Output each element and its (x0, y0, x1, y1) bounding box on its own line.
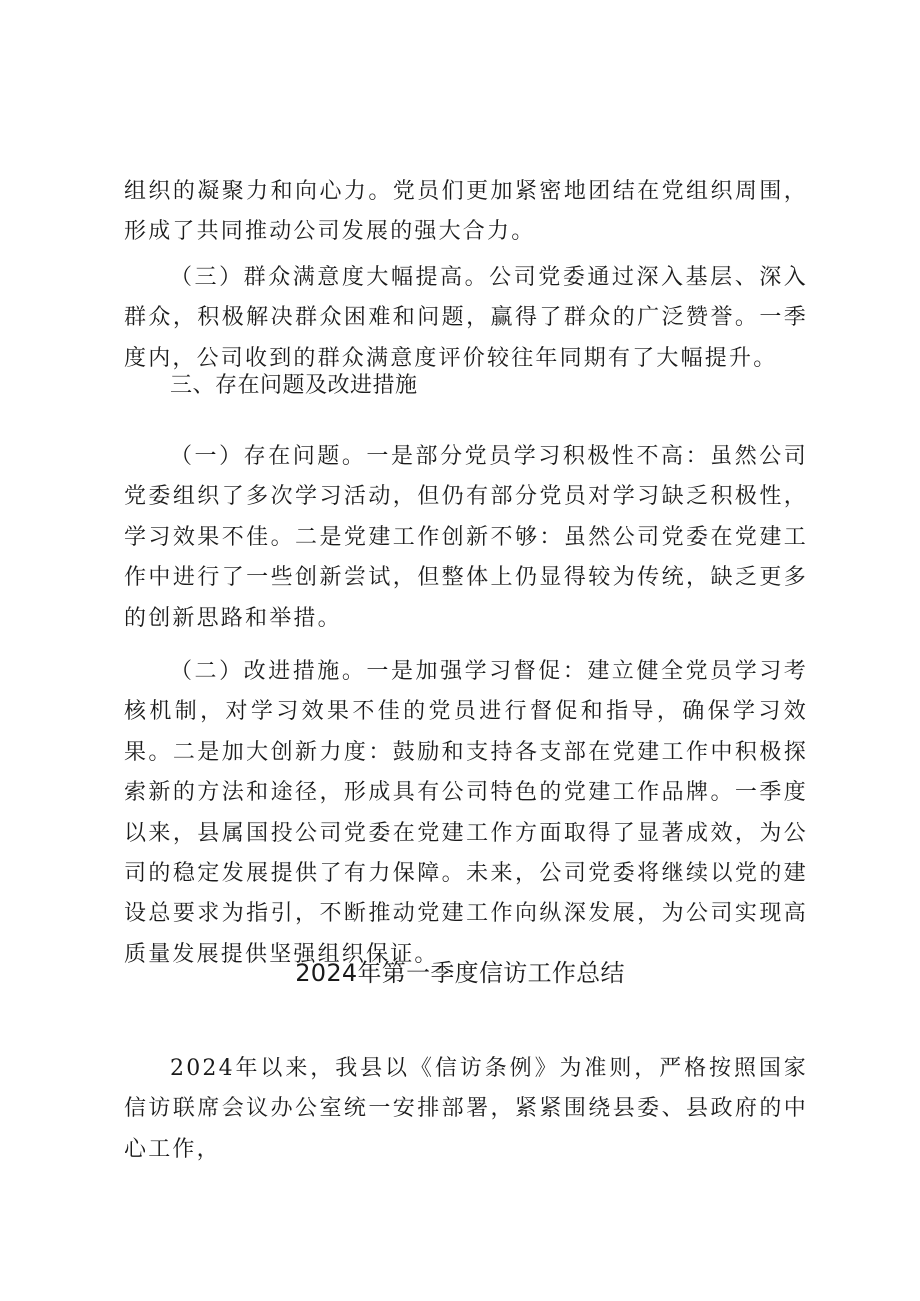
paragraph-continuation: 组织的凝聚力和向心力。党员们更加紧密地团结在党组织周围，形成了共同推动公司发展的强大合力。 (124, 179, 808, 245)
paragraph-improvement-measures: （二）改进措施。一是加强学习督促：建立健全党员学习考核机制，对学习效果不佳的党员进行督促和指导，确保学习效果。二是加大创新力度：鼓励和支持各支部在党建工作中积极探索新的方法和途径，形成具有公司特色的党建工作品牌。一季度以来，县属国投公司党委在党建工作方面取得了显著成效，为公司的稳定发展提供了有力保障。未来，公司党委将继续以党的建设总要求为指引，不断推动党建工作向纵深发展，为公司实现高质量发展提供坚强组织保证。 (124, 659, 808, 967)
section-heading-issues: 三、存在问题及改进措施 (170, 373, 418, 398)
paragraph-intro: 2024年以来，我县以《信访条例》为准则，严格按照国家信访联席会议办公室统一安排部署，紧紧围绕县委、县政府的中心工作， (124, 1056, 808, 1162)
document-title: 2024年第一季度信访工作总结 (295, 959, 625, 987)
paragraph-satisfaction: （三）群众满意度大幅提高。公司党委通过深入基层、深入群众，积极解决群众困难和问题，赢得了群众的广泛赞誉。一季度内，公司收到的群众满意度评价较往年同期有了大幅提升。 (124, 265, 808, 371)
paragraph-existing-issues: （一）存在问题。一是部分党员学习积极性不高：虽然公司党委组织了多次学习活动，但仍有部分党员对学习缺乏积极性，学习效果不佳。二是党建工作创新不够：虽然公司党委在党建工作中进行了一些创新尝试，但整体上仍显得较为传统，缺乏更多的创新思路和举措。 (124, 444, 808, 631)
